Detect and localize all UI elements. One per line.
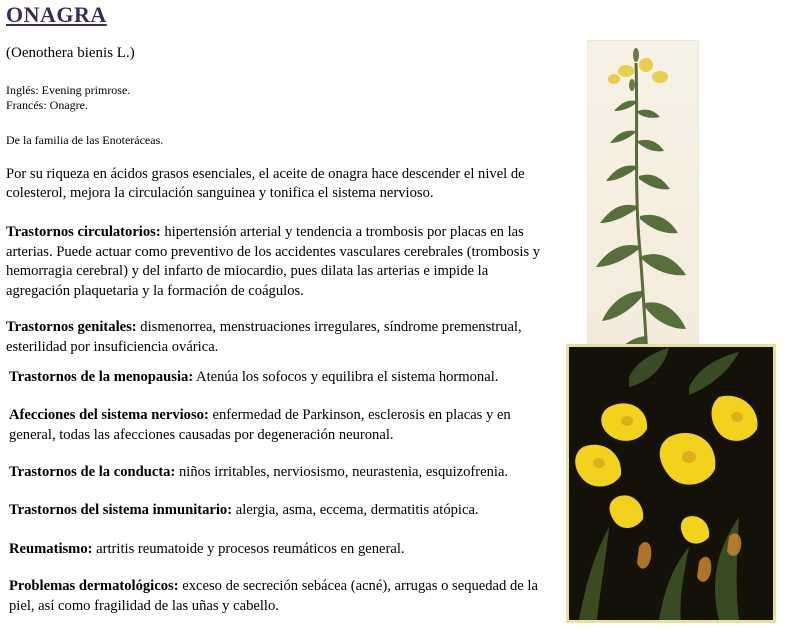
- section-text: exceso de secreción sebácea (acné), arrugas o sequedad de la piel, así como fragilidad de las uñas y cabello.: [9, 578, 538, 614]
- intro-paragraph: Por su riqueza en ácidos grasos esenciales, el aceite de onagra hace descender el nivel de colesterol, mejora la circulación sanguinea y tonifica el sistema nervioso.: [6, 166, 525, 201]
- section-heading: Problemas dermatológicos:: [9, 578, 179, 594]
- section-menopause: [9, 368, 554, 388]
- flowers-drawing: [569, 347, 773, 620]
- section-dermatological: [9, 577, 557, 616]
- section-nervous-system: [9, 406, 554, 445]
- section-heading: Trastornos genitales:: [6, 319, 137, 335]
- section-genital: [6, 318, 546, 357]
- section-heading: Reumatismo:: [9, 541, 93, 557]
- family-note: De la familia de las Enoteráceas.: [6, 133, 164, 147]
- plant-drawing: [588, 41, 698, 375]
- section-heading: Trastornos del sistema inmunitario:: [9, 502, 233, 518]
- page-title: ONAGRA: [6, 2, 107, 27]
- section-text: artritis reumatoide y procesos reumáticos en general.: [92, 541, 405, 557]
- section-text: Atenúa los sofocos y equilibra el sistema hormonal.: [193, 369, 499, 385]
- latin-name: (Oenothera bienis L.): [6, 45, 135, 61]
- plant-illustration-image: [588, 41, 698, 375]
- section-heading: Trastornos circulatorios:: [6, 224, 161, 240]
- section-text: enfermedad de Parkinson, esclerosis en placas y en general, todas las afecciones causadas por degeneración neuronal.: [9, 407, 511, 443]
- flowers-photo-image: [566, 344, 776, 623]
- section-text: dismenorrea, menstruaciones irregulares, síndrome premenstrual, esterilidad por insuficiencia ovárica.: [6, 319, 522, 355]
- common-names: [6, 83, 130, 113]
- section-text: niños irritables, nerviosismo, neurastenia, esquizofrenia.: [175, 464, 509, 480]
- section-text: hipertensión arterial y tendencia a trombosis por placas en las arterias. Puede actuar como preventivo de los accidentes vasculares cerebrales (trombosis y hemorragia cerebral) y del infarto de miocardio, pues dilata las arterias e impide la agregación plaquetaria y la formación de coágulos.: [6, 224, 541, 299]
- section-rheumatism: [9, 540, 554, 560]
- english-name: Inglés: Evening primrose.: [6, 83, 131, 97]
- section-heading: Afecciones del sistema nervioso:: [9, 407, 209, 423]
- section-heading: Trastornos de la menopausia:: [9, 369, 194, 385]
- section-circulatory: [6, 223, 554, 301]
- section-heading: Trastornos de la conducta:: [9, 464, 176, 480]
- section-behavior: [9, 463, 554, 483]
- french-name: Francés: Onagre.: [6, 98, 88, 112]
- section-immune: [9, 501, 554, 521]
- section-text: alergia, asma, eccema, dermatitis atópica.: [232, 502, 479, 518]
